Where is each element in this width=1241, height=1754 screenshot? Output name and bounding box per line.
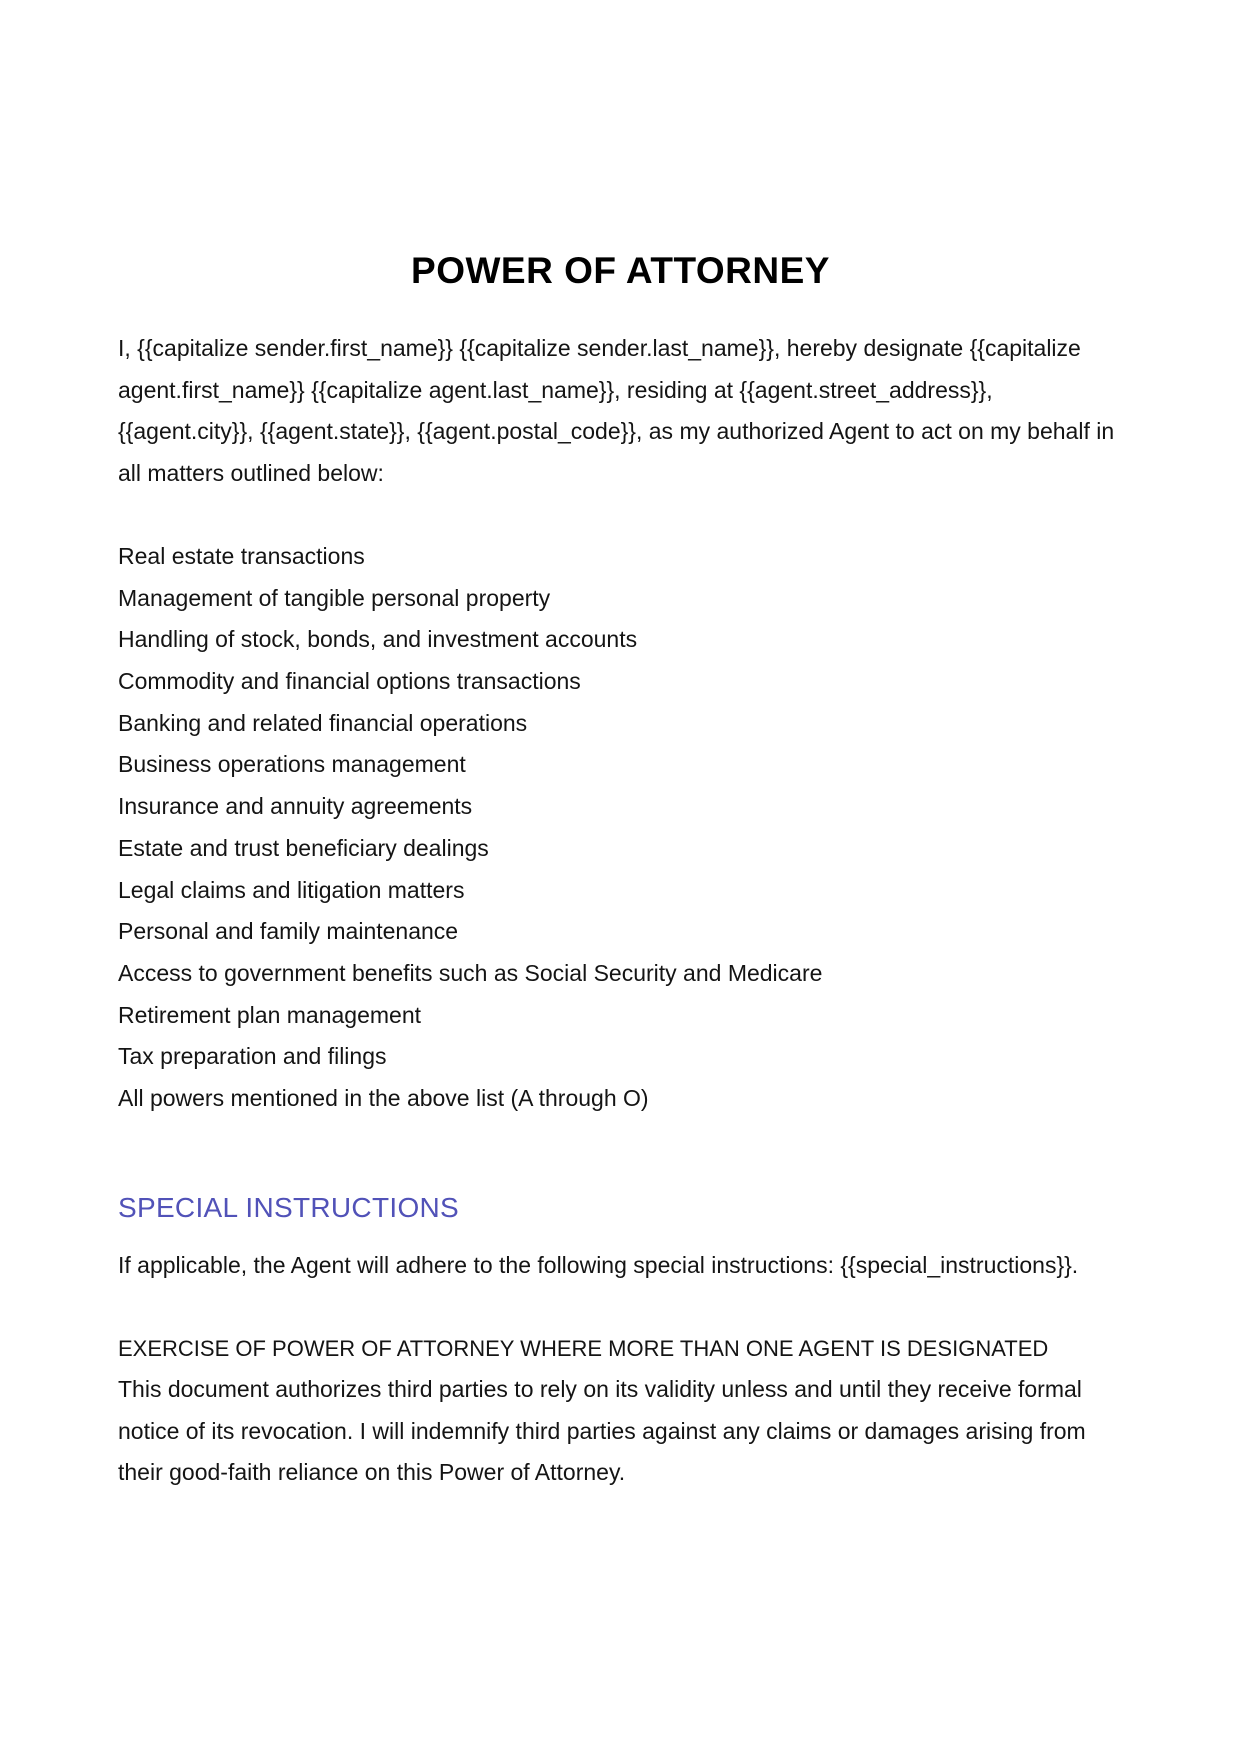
power-item: Handling of stock, bonds, and investment accounts: [118, 626, 638, 653]
power-item: Personal and family maintenance: [118, 918, 459, 945]
power-item: Access to government benefits such as Social Security and Medicare: [118, 959, 823, 986]
power-item: Estate and trust beneficiary dealings: [118, 834, 489, 861]
exercise-heading: EXERCISE OF POWER OF ATTORNEY WHERE MORE THAN ONE AGENT IS DESIGNATED: [118, 1336, 1049, 1361]
special-instructions-text: If applicable, the Agent will adhere to the following special instructions: {{special_instructions}}.: [118, 1252, 1079, 1278]
powers-list: [118, 536, 1128, 1120]
power-item: Commodity and financial options transactions: [118, 668, 581, 695]
power-item: Insurance and annuity agreements: [118, 793, 473, 820]
power-item: Tax preparation and filings: [118, 1043, 387, 1070]
power-item: Legal claims and litigation matters: [118, 876, 465, 903]
exercise-text: This document authorizes third parties to rely on its validity unless and until they receive formal notice of its revocation. I will indemnify third parties against any claims or damages arising from their good-faith reliance on this Power of Attorney.: [118, 1376, 1086, 1485]
power-item: Banking and related financial operations: [118, 709, 528, 736]
power-item: Retirement plan management: [118, 1001, 421, 1028]
special-instructions-heading: SPECIAL INSTRUCTIONS: [118, 1192, 460, 1223]
power-item: Business operations management: [118, 751, 466, 778]
power-item: All powers mentioned in the above list (A through O): [118, 1084, 649, 1111]
power-item: Real estate transactions: [118, 543, 365, 569]
document-title: POWER OF ATTORNEY: [411, 250, 830, 291]
power-item: Management of tangible personal property: [118, 584, 551, 611]
intro-paragraph: I, {{capitalize sender.first_name}} {{capitalize sender.last_name}}, hereby designate {{capitalize agent.first_name}} {{capitalize agent.last_name}}, residing at {{agent.street_address}}, {{agent.city}}, {{agent.state}}, {{agent.postal_code}}, as my authorized Agent to act on my behalf in all matters outlined below:: [118, 335, 1115, 486]
